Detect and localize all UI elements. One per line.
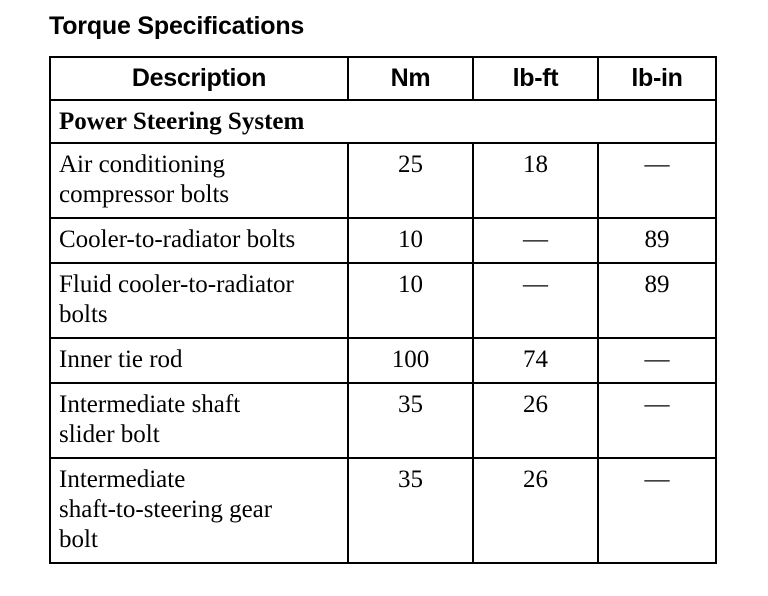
table-row <box>50 383 716 458</box>
column-header-lbft: lb-ft <box>473 57 598 100</box>
description-cell: Cooler-to-radiator bolts <box>50 218 348 263</box>
lbin-cell: 89 <box>598 218 716 263</box>
lbin-cell: — <box>598 383 716 458</box>
page-title: Torque Specifications <box>49 12 305 40</box>
table-row <box>50 338 716 383</box>
lbin-cell: 89 <box>598 263 716 338</box>
lbft-cell: — <box>473 263 598 338</box>
table-row <box>50 218 716 263</box>
nm-cell: 35 <box>348 458 473 563</box>
torque-spec-table <box>49 56 717 564</box>
table-row <box>50 263 716 338</box>
column-header-nm: Nm <box>348 57 473 100</box>
description-cell: Air conditioning compressor bolts <box>50 143 348 218</box>
lbin-cell: — <box>598 143 716 218</box>
header-row <box>50 57 716 100</box>
table-row <box>50 458 716 563</box>
section-row <box>50 100 716 143</box>
column-header-description: Description <box>50 57 348 100</box>
column-header-lbin: lb-in <box>598 57 716 100</box>
nm-cell: 25 <box>348 143 473 218</box>
nm-cell: 35 <box>348 383 473 458</box>
description-cell: Intermediate shaft slider bolt <box>50 383 348 458</box>
nm-cell: 10 <box>348 263 473 338</box>
nm-cell: 10 <box>348 218 473 263</box>
lbft-cell: 18 <box>473 143 598 218</box>
description-cell: Intermediate shaft-to-steering gear bolt <box>50 458 348 563</box>
description-cell: Fluid cooler-to-radiator bolts <box>50 263 348 338</box>
lbin-cell: — <box>598 338 716 383</box>
lbft-cell: 26 <box>473 458 598 563</box>
lbft-cell: 74 <box>473 338 598 383</box>
lbin-cell: — <box>598 458 716 563</box>
description-cell: Inner tie rod <box>50 338 348 383</box>
nm-cell: 100 <box>348 338 473 383</box>
table-row <box>50 143 716 218</box>
section-title: Power Steering System <box>50 100 716 143</box>
lbft-cell: — <box>473 218 598 263</box>
lbft-cell: 26 <box>473 383 598 458</box>
